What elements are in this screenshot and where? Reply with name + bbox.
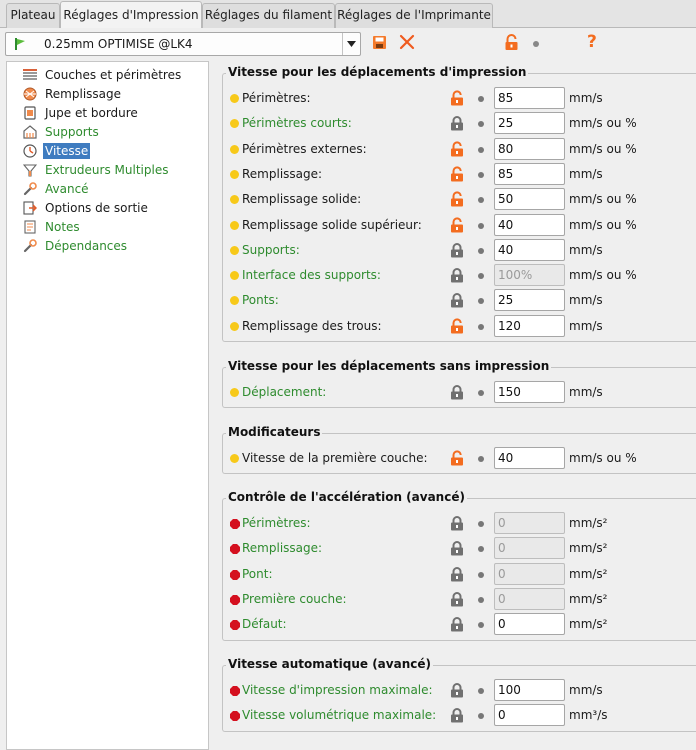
setting-value-input bbox=[494, 563, 565, 585]
setting-row bbox=[222, 587, 696, 612]
setting-row bbox=[222, 380, 696, 405]
chevron-down-icon bbox=[347, 41, 356, 47]
setting-value-input[interactable] bbox=[494, 163, 565, 185]
sidebar-item-label: Vitesse bbox=[45, 143, 89, 158]
setting-value-input bbox=[494, 588, 565, 610]
advanced-mode-icon bbox=[230, 518, 240, 528]
setting-row bbox=[222, 162, 696, 187]
bullet-icon bbox=[478, 121, 484, 127]
setting-label: Remplissage des trous: bbox=[242, 318, 382, 333]
unit-label: mm/s bbox=[569, 91, 603, 105]
unlocked-icon[interactable] bbox=[450, 90, 464, 106]
bullet-icon bbox=[478, 622, 484, 628]
setting-label: Ponts: bbox=[242, 293, 279, 308]
setting-value-input[interactable] bbox=[494, 214, 565, 236]
unit-label: mm/s² bbox=[569, 541, 608, 556]
bullet-icon bbox=[478, 197, 484, 203]
infill-icon bbox=[23, 87, 37, 101]
setting-value-input[interactable] bbox=[494, 138, 565, 160]
simple-mode-icon bbox=[230, 296, 239, 305]
setting-row bbox=[222, 137, 696, 162]
preset-dropdown-button[interactable] bbox=[342, 33, 360, 55]
setting-row bbox=[222, 703, 696, 728]
bullet-icon bbox=[478, 546, 484, 552]
setting-row bbox=[222, 314, 696, 339]
preset-toolbar bbox=[0, 28, 696, 60]
unit-label: mm/s bbox=[569, 166, 603, 181]
unit-label: mm/s² bbox=[569, 591, 608, 606]
settings-group bbox=[222, 359, 696, 408]
locked-icon[interactable] bbox=[450, 707, 464, 723]
setting-row bbox=[222, 86, 696, 111]
unit-label: mm/s ou % bbox=[569, 141, 637, 156]
setting-row bbox=[222, 111, 696, 136]
bullet-icon bbox=[533, 41, 539, 47]
advanced-mode-icon bbox=[230, 569, 240, 579]
setting-row bbox=[222, 187, 696, 212]
unlocked-icon[interactable] bbox=[450, 191, 464, 207]
funnel-icon bbox=[23, 163, 37, 177]
advanced-mode-icon bbox=[230, 594, 240, 604]
sidebar-item-label: Couches et périmètres bbox=[45, 67, 182, 82]
sidebar-item-speed[interactable] bbox=[23, 141, 90, 160]
setting-value-input[interactable] bbox=[494, 112, 565, 134]
skirt-icon bbox=[23, 106, 37, 120]
unlocked-icon[interactable] bbox=[450, 450, 464, 466]
sidebar-item-label: Options de sortie bbox=[45, 200, 148, 215]
bullet-icon bbox=[478, 390, 484, 396]
unit-label: mm/s ou % bbox=[569, 217, 637, 232]
setting-value-input bbox=[494, 512, 565, 534]
setting-row bbox=[222, 263, 696, 288]
locked-icon[interactable] bbox=[450, 384, 464, 400]
tab-bar bbox=[0, 0, 696, 28]
locked-icon[interactable] bbox=[450, 566, 464, 582]
setting-label: Remplissage: bbox=[242, 166, 323, 181]
setting-label: Vitesse d'impression maximale: bbox=[242, 683, 433, 697]
settings-group bbox=[222, 490, 696, 641]
settings-group bbox=[222, 425, 696, 474]
sidebar-item-label: Avancé bbox=[45, 181, 89, 196]
locked-icon[interactable] bbox=[450, 242, 464, 258]
unlocked-icon[interactable] bbox=[504, 34, 519, 51]
setting-label: Déplacement: bbox=[242, 385, 327, 399]
unlocked-icon[interactable] bbox=[450, 217, 464, 233]
setting-value-input[interactable] bbox=[494, 381, 565, 403]
simple-mode-icon bbox=[230, 322, 239, 331]
unit-label: mm/s ou % bbox=[569, 451, 637, 465]
setting-value-input[interactable] bbox=[494, 289, 565, 311]
setting-label: Périmètres externes: bbox=[242, 141, 367, 156]
setting-label: Remplissage solide supérieur: bbox=[242, 217, 422, 232]
setting-value-input[interactable] bbox=[494, 613, 565, 635]
tab-plateau[interactable]: Plateau bbox=[6, 3, 60, 28]
unit-label: mm/s ou % bbox=[569, 116, 637, 131]
sidebar-item-dependencies[interactable] bbox=[23, 236, 129, 255]
settings-tree bbox=[6, 61, 209, 750]
advanced-mode-icon bbox=[230, 619, 240, 629]
setting-value-input[interactable] bbox=[494, 679, 565, 701]
bullet-icon bbox=[478, 96, 484, 102]
sidebar-item-label: Extrudeurs Multiples bbox=[45, 162, 169, 177]
setting-label: Première couche: bbox=[242, 591, 347, 606]
setting-value-input bbox=[494, 264, 565, 286]
setting-label: Périmètres courts: bbox=[242, 116, 352, 131]
simple-mode-icon bbox=[230, 388, 239, 397]
simple-mode-icon bbox=[230, 145, 239, 154]
setting-row bbox=[222, 511, 696, 536]
sidebar-item-label: Dépendances bbox=[45, 238, 128, 253]
unit-label: mm³/s bbox=[569, 708, 608, 723]
locked-icon[interactable] bbox=[450, 267, 464, 283]
bullet-icon bbox=[478, 147, 484, 153]
unit-label: mm/s ou % bbox=[569, 192, 637, 207]
group-title: Contrôle de l'accélération (avancé) bbox=[228, 490, 465, 504]
setting-label: Vitesse de la première couche: bbox=[242, 451, 428, 465]
sidebar-item-infill[interactable] bbox=[23, 84, 123, 103]
setting-label: Pont: bbox=[242, 566, 273, 581]
sidebar-item-advanced[interactable] bbox=[23, 179, 91, 198]
setting-row bbox=[222, 238, 696, 263]
unit-label: mm/s bbox=[569, 683, 603, 697]
setting-value-input[interactable] bbox=[494, 315, 565, 337]
bullet-icon bbox=[478, 298, 484, 304]
setting-label: Périmètres: bbox=[242, 516, 311, 530]
simple-mode-icon bbox=[230, 170, 239, 179]
bullet-icon bbox=[478, 223, 484, 229]
advanced-mode-icon bbox=[230, 543, 240, 553]
setting-label: Remplissage: bbox=[242, 541, 323, 556]
setting-value-input bbox=[494, 537, 565, 559]
save-icon[interactable] bbox=[372, 35, 387, 50]
locked-icon[interactable] bbox=[450, 591, 464, 607]
group-title: Vitesse automatique (avancé) bbox=[228, 657, 431, 671]
setting-row bbox=[222, 678, 696, 703]
bullet-icon bbox=[478, 456, 484, 462]
setting-row bbox=[222, 446, 696, 471]
group-title: Vitesse pour les déplacements d'impression bbox=[228, 65, 527, 79]
unit-label: mm/s² bbox=[569, 516, 608, 530]
unlocked-icon[interactable] bbox=[450, 318, 464, 334]
bullet-icon bbox=[478, 248, 484, 254]
unlocked-icon[interactable] bbox=[450, 166, 464, 182]
speed-icon bbox=[23, 144, 37, 158]
settings-group bbox=[222, 657, 696, 732]
group-title: Vitesse pour les déplacements sans impression bbox=[228, 359, 550, 373]
setting-row bbox=[222, 536, 696, 561]
sidebar-item-label: Jupe et bordure bbox=[45, 105, 138, 120]
setting-label: Vitesse volumétrique maximale: bbox=[242, 708, 437, 723]
tab-print-settings[interactable]: Réglages d'Impression bbox=[60, 1, 202, 29]
setting-value-input[interactable] bbox=[494, 87, 565, 109]
sidebar-item-supports[interactable] bbox=[23, 122, 101, 141]
simple-mode-icon bbox=[230, 271, 239, 280]
sidebar-item-output-options[interactable] bbox=[23, 198, 150, 217]
setting-row bbox=[222, 288, 696, 313]
simple-mode-icon bbox=[230, 94, 239, 103]
simple-mode-icon bbox=[230, 246, 239, 255]
locked-icon[interactable] bbox=[450, 292, 464, 308]
simple-mode-icon bbox=[230, 221, 239, 230]
sidebar-item-layers[interactable] bbox=[23, 65, 183, 84]
preset-select[interactable] bbox=[5, 32, 361, 56]
setting-value-input[interactable] bbox=[494, 704, 565, 726]
bullet-icon bbox=[478, 521, 484, 527]
sidebar-item-label: Notes bbox=[45, 219, 80, 234]
setting-row bbox=[222, 562, 696, 587]
setting-label: Supports: bbox=[242, 242, 300, 257]
sidebar-item-multiple-extruders[interactable] bbox=[23, 160, 170, 179]
output-icon bbox=[23, 201, 37, 215]
setting-label: Défaut: bbox=[242, 617, 287, 632]
tab-printer-settings[interactable]: Réglages de l'Imprimante bbox=[335, 3, 493, 28]
delete-icon[interactable] bbox=[399, 34, 415, 50]
sidebar-item-label: Supports bbox=[45, 124, 99, 139]
setting-row bbox=[222, 213, 696, 238]
help-icon[interactable]: ? bbox=[587, 32, 597, 52]
simple-mode-icon bbox=[230, 195, 239, 204]
setting-label: Périmètres: bbox=[242, 91, 311, 105]
unit-label: mm/s bbox=[569, 242, 603, 257]
unlocked-icon[interactable] bbox=[450, 141, 464, 157]
notes-icon bbox=[23, 220, 37, 234]
advanced-mode-icon bbox=[230, 685, 240, 695]
preset-name: 0.25mm OPTIMISE @LK4 bbox=[44, 37, 193, 51]
advanced-mode-icon bbox=[230, 710, 240, 720]
unit-label: mm/s bbox=[569, 293, 603, 308]
bullet-icon bbox=[478, 572, 484, 578]
setting-label: Interface des supports: bbox=[242, 268, 381, 283]
unit-label: mm/s² bbox=[569, 617, 608, 632]
layers-icon bbox=[23, 68, 37, 82]
setting-value-input[interactable] bbox=[494, 188, 565, 210]
locked-icon[interactable] bbox=[450, 115, 464, 131]
wrench-icon bbox=[23, 182, 37, 196]
tab-filament-settings[interactable]: Réglages du filament bbox=[202, 3, 335, 28]
sidebar-item-notes[interactable] bbox=[23, 217, 82, 236]
unit-label: mm/s bbox=[569, 318, 603, 333]
sidebar-item-label: Remplissage bbox=[45, 86, 122, 101]
sidebar-item-skirt[interactable] bbox=[23, 103, 140, 122]
simple-mode-icon bbox=[230, 119, 239, 128]
wrench-icon bbox=[23, 239, 37, 253]
bullet-icon bbox=[478, 688, 484, 694]
group-title: Modificateurs bbox=[228, 425, 321, 439]
locked-icon[interactable] bbox=[450, 682, 464, 698]
support-icon bbox=[23, 125, 37, 139]
bullet-icon bbox=[478, 324, 484, 330]
locked-icon[interactable] bbox=[450, 540, 464, 556]
setting-value-input[interactable] bbox=[494, 239, 565, 261]
locked-icon[interactable] bbox=[450, 515, 464, 531]
unit-label: mm/s² bbox=[569, 566, 608, 581]
simple-mode-icon bbox=[230, 454, 239, 463]
setting-label: Remplissage solide: bbox=[242, 192, 362, 207]
unit-label: mm/s ou % bbox=[569, 268, 637, 283]
locked-icon[interactable] bbox=[450, 616, 464, 632]
bullet-icon bbox=[478, 597, 484, 603]
setting-row bbox=[222, 612, 696, 637]
unit-label: mm/s bbox=[569, 385, 603, 399]
bullet-icon bbox=[478, 713, 484, 719]
bullet-icon bbox=[478, 172, 484, 178]
setting-value-input[interactable] bbox=[494, 447, 565, 469]
flag-icon bbox=[14, 38, 26, 50]
bullet-icon bbox=[478, 273, 484, 279]
settings-group bbox=[222, 65, 696, 342]
